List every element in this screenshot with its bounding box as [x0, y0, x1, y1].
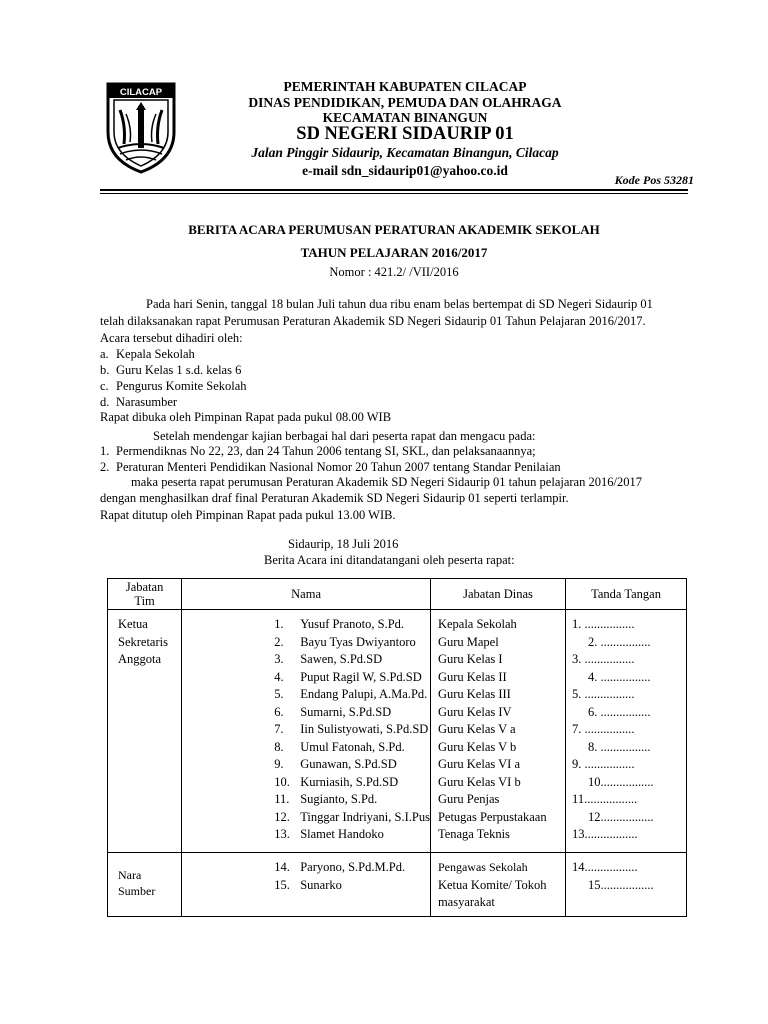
participant-position: Petugas Perpustakaan — [437, 809, 547, 824]
participant-position: Guru Kelas VI a — [437, 757, 520, 771]
participant-position: Guru Kelas VI b — [437, 774, 521, 789]
meeting-closing: Rapat ditutup oleh Pimpinan Rapat pada pukul 13.00 WIB. — [100, 508, 396, 522]
participant-position: Ketua Komite/ Tokoh — [437, 877, 547, 892]
kop-school-name: SD NEGERI SIDAURIP 01 — [296, 124, 514, 144]
signatures-cell — [566, 853, 687, 917]
attendee-item: c. Pengurus Komite Sekolah — [100, 379, 247, 393]
kop-address: Jalan Pinggir Sidaurip, Kecamatan Binangun, Cilacap — [251, 145, 559, 160]
signature-table — [107, 578, 687, 917]
header-official-position: Jabatan Dinas — [430, 579, 565, 610]
signature-line: 14................. — [572, 860, 638, 874]
meeting-opening: Rapat dibuka oleh Pimpinan Rapat pada pukul 08.00 WIB — [100, 410, 392, 424]
participant-name: 10. Kurniasih, S.Pd.SD — [274, 774, 399, 789]
signature-line: 13................. — [572, 827, 638, 841]
signature-line: 9. ................ — [572, 757, 635, 771]
header-signature: Tanda Tangan — [566, 579, 687, 610]
participant-position: Guru Penjas — [437, 792, 500, 806]
participant-position: Guru Kelas III — [437, 687, 511, 701]
participant-position: Pengawas Sekolah — [437, 860, 528, 874]
participant-name: 4. Puput Ragil W, S.Pd.SD — [274, 669, 422, 684]
team-roles-cell — [108, 610, 182, 853]
team-role: Ketua — [118, 617, 148, 631]
paragraph-1-line-3: Acara tersebut dihadiri oleh: — [100, 331, 243, 345]
team-role: Anggota — [118, 652, 162, 666]
paragraph-2: Setelah mendengar kajian berbagai hal dari peserta rapat dan mengacu pada: — [153, 429, 536, 443]
paragraph-3-line-2: dengan menghasilkan draf final Peraturan Akademik SD Negeri Sidaurip 01 seperti terlampir. — [100, 491, 569, 505]
kop-department: DINAS PENDIDIKAN, PEMUDA DAN OLAHRAGA — [248, 95, 562, 110]
positions-cell — [430, 610, 565, 853]
participant-name: 9. Gunawan, S.Pd.SD — [274, 757, 397, 771]
reference-item: 2. Peraturan Menteri Pendidikan Nasional Nomor 20 Tahun 2007 tentang Standar Penilaian — [100, 460, 561, 474]
participant-position: Guru Kelas I — [437, 652, 503, 666]
attendee-item: b. Guru Kelas 1 s.d. kelas 6 — [100, 363, 242, 377]
participant-name: 14. Paryono, S.Pd.M.Pd. — [274, 860, 406, 874]
attendee-item: d. Narasumber — [100, 395, 178, 409]
participant-position: Tenaga Teknis — [437, 827, 510, 841]
participant-position: Guru Mapel — [437, 634, 499, 649]
table-row — [108, 853, 687, 917]
participant-position: Guru Kelas V a — [437, 722, 516, 736]
signature-line: 10................. — [588, 774, 654, 789]
team-role: Sekretaris — [118, 634, 168, 649]
attendee-item: a. Kepala Sekolah — [100, 347, 195, 361]
cilacap-emblem-logo — [104, 80, 178, 174]
header-team-position: Jabatan Tim — [108, 579, 182, 610]
signature-statement: Berita Acara ini ditandatangani oleh peserta rapat: — [264, 553, 515, 567]
signature-line: 1. ................ — [572, 617, 635, 631]
header-name: Nama — [182, 579, 431, 610]
signature-line: 3. ................ — [572, 652, 635, 666]
team-roles-cell — [108, 853, 182, 917]
table-header-row — [108, 579, 687, 610]
participant-name: 1. Yusuf Pranoto, S.Pd. — [274, 617, 405, 631]
signature-line: 8. ................ — [588, 739, 651, 754]
positions-cell — [430, 853, 565, 917]
document-title: BERITA ACARA PERUMUSAN PERATURAN AKADEMIK SEKOLAH — [188, 222, 600, 237]
kop-government: PEMERINTAH KABUPATEN CILACAP — [283, 79, 527, 94]
signature-line: 11................. — [572, 792, 638, 806]
names-cell — [182, 610, 431, 853]
kop-email: e-mail sdn_sidaurip01@yahoo.co.id — [302, 163, 508, 178]
participant-name: 3. Sawen, S.Pd.SD — [274, 652, 383, 666]
participant-position: Guru Kelas II — [437, 669, 507, 684]
team-role: Sumber — [118, 884, 156, 898]
kop-postal-code: Kode Pos 53281 — [614, 173, 694, 187]
paragraph-3-line-1: maka peserta rapat perumusan Peraturan Akademik SD Negeri Sidaurip 01 tahun pelajaran 2016/2017 — [131, 475, 642, 489]
reference-item: 1. Permendiknas No 22, 23, dan 24 Tahun 2006 tentang SI, SKL, dan pelaksanaannya; — [100, 444, 536, 458]
participant-position: Guru Kelas IV — [437, 704, 512, 719]
names-cell — [182, 853, 431, 917]
paragraph-1-line-2: telah dilaksanakan rapat Perumusan Peraturan Akademik SD Negeri Sidaurip 01 Tahun Pelajaran 2016/2017. — [100, 314, 646, 328]
signature-line: 4. ................ — [588, 669, 651, 684]
kop-district: KECAMATAN BINANGUN — [322, 110, 488, 125]
participant-name: 15. Sunarko — [274, 877, 342, 892]
participant-name: 6. Sumarni, S.Pd.SD — [274, 704, 392, 719]
signature-line: 6. ................ — [588, 704, 651, 719]
logo-text: CILACAP — [119, 87, 163, 98]
document-subtitle: TAHUN PELAJARAN 2016/2017 — [300, 245, 488, 260]
document-number: Nomor : 421.2/ /VII/2016 — [329, 265, 459, 279]
signatures-cell — [566, 610, 687, 853]
participant-name: 13. Slamet Handoko — [274, 827, 384, 841]
participant-position: masyarakat — [437, 895, 495, 909]
participant-position: Kepala Sekolah — [437, 617, 517, 631]
participant-name: 2. Bayu Tyas Dwiyantoro — [274, 634, 416, 649]
participant-name: 11. Sugianto, S.Pd. — [274, 792, 378, 806]
team-role: Nara — [118, 868, 142, 882]
participant-name: 5. Endang Palupi, A.Ma.Pd. — [274, 687, 428, 701]
signature-line: 12................. — [588, 809, 654, 824]
letterhead-divider-thin — [100, 193, 688, 194]
participant-name: 12. Tinggar Indriyani, S.I.Pus — [274, 809, 430, 824]
signature-line: 15................. — [588, 877, 654, 892]
participant-name: 8. Umul Fatonah, S.Pd. — [274, 739, 405, 754]
signature-line: 2. ................ — [588, 634, 651, 649]
signature-line: 7. ................ — [572, 722, 635, 736]
table-row — [108, 610, 687, 853]
participant-name: 7. Iin Sulistyowati, S.Pd.SD — [274, 722, 429, 736]
participant-position: Guru Kelas V b — [437, 739, 517, 754]
signature-place-date: Sidaurip, 18 Juli 2016 — [288, 537, 399, 551]
letterhead-divider-thick — [100, 189, 688, 191]
signature-line: 5. ................ — [572, 687, 635, 701]
paragraph-1-line-1: Pada hari Senin, tanggal 18 bulan Juli tahun dua ribu enam belas bertempat di SD Negeri Sidaurip 01 — [146, 297, 653, 311]
